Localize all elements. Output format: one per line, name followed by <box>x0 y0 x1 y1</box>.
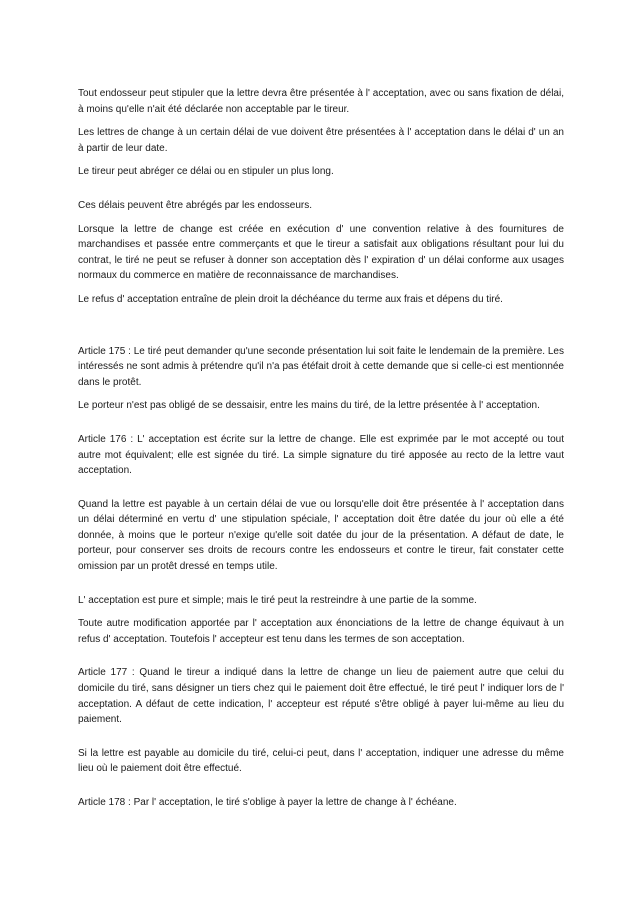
paragraph-article-175: Article 175 : Le tiré peut demander qu'une seconde présentation lui soit faite le lendemain de la première. Les intéressés ne sont admis à prétendre qu'il n'a pas étéfait droit à cette demande que si celle-ci est mentionnée dans le protêt. <box>78 345 564 388</box>
paragraph-domicile-tire: Si la lettre est payable au domicile du tiré, celui-ci peut, dans l' acceptation, indiquer une adresse du même lieu où le paiement doit être effectué. <box>78 747 564 775</box>
paragraph-delai-de-vue: Les lettres de change à un certain délai de vue doivent être présentées à l' acceptation dans le délai d' un an à partir de leur date. <box>78 127 564 154</box>
paragraph-delais-endosseurs: Ces délais peuvent être abrégés par les endosseurs. <box>78 199 313 211</box>
paragraph-article-177: Article 177 : Quand le tireur a indiqué dans la lettre de change un lieu de paiement autre que celui du domicile du tiré, sans désigner un tiers chez qui le paiement doit être effectué, le tiré peut l' indiquer lors de l' acceptation. A défaut de cette indication, l' accepteur est réputé s'être obligé à payer lui-même au lieu du paiement. <box>78 667 564 726</box>
paragraph-porteur-dessaisir: Le porteur n'est pas obligé de se dessaisir, entre les mains du tiré, de la lettre présentée à l' acceptation. <box>78 400 540 412</box>
paragraph-tireur-abreger: Le tireur peut abréger ce délai ou en stipuler un plus long. <box>78 166 334 178</box>
paragraph-article-178: Article 178 : Par l' acceptation, le tiré s'oblige à payer la lettre de change à l' échéane. <box>78 797 457 808</box>
paragraph-article-176: Article 176 : L' acceptation est écrite sur la lettre de change. Elle est exprimée par le mot accepté ou tout autre mot équivalent; elle est signée du tiré. La simple signature du tiré apposée au recto de la lettre vaut acceptation. <box>78 433 564 477</box>
paragraph-modification-acceptation: Toute autre modification apportée par l' acceptation aux énonciations de la lettre de change équivaut à un refus d' acceptation. Toutefois l' accepteur est tenu dans les termes de son acceptation. <box>78 618 564 645</box>
paragraph-convention-fournitures: Lorsque la lettre de change est créée en exécution d' une convention relative à des fournitures de marchandises et passée entre commerçants et que le tireur a satisfait aux obligations résultant pour lui du contrat, le tiré ne peut se refuser à donner son acceptation dès l' expiration d' un délai conforme aux usages normaux du commerce en matière de reconnaissance de marchandises. <box>78 223 564 282</box>
paragraph-acceptation-datee: Quand la lettre est payable à un certain délai de vue ou lorsqu'elle doit être présentée à l' acceptation dans un délai déterminé en vertu d' une stipulation spéciale, l' acceptation doit être datée du jour où elle a été donnée, à moins que le porteur n'exige qu'elle soit datée du jour de la présentation. A défaut de date, le porteur, pour conserver ses droits de recours contre les endosseurs et contre le tireur, fait constater cette omission par un protêt dressé en temps utile. <box>78 498 564 573</box>
paragraph-endosseur-stipulation: Tout endosseur peut stipuler que la lettre devra être présentée à l' acceptation, avec ou sans fixation de délai, à moins qu'elle n'ait été déclarée non acceptable par le tireur. <box>78 88 564 115</box>
paragraph-acceptation-pure: L' acceptation est pure et simple; mais le tiré peut la restreindre à une partie de la somme. <box>78 594 477 606</box>
paragraph-refus-acceptation: Le refus d' acceptation entraîne de plein droit la déchéance du terme aux frais et dépens du tiré. <box>78 293 503 305</box>
